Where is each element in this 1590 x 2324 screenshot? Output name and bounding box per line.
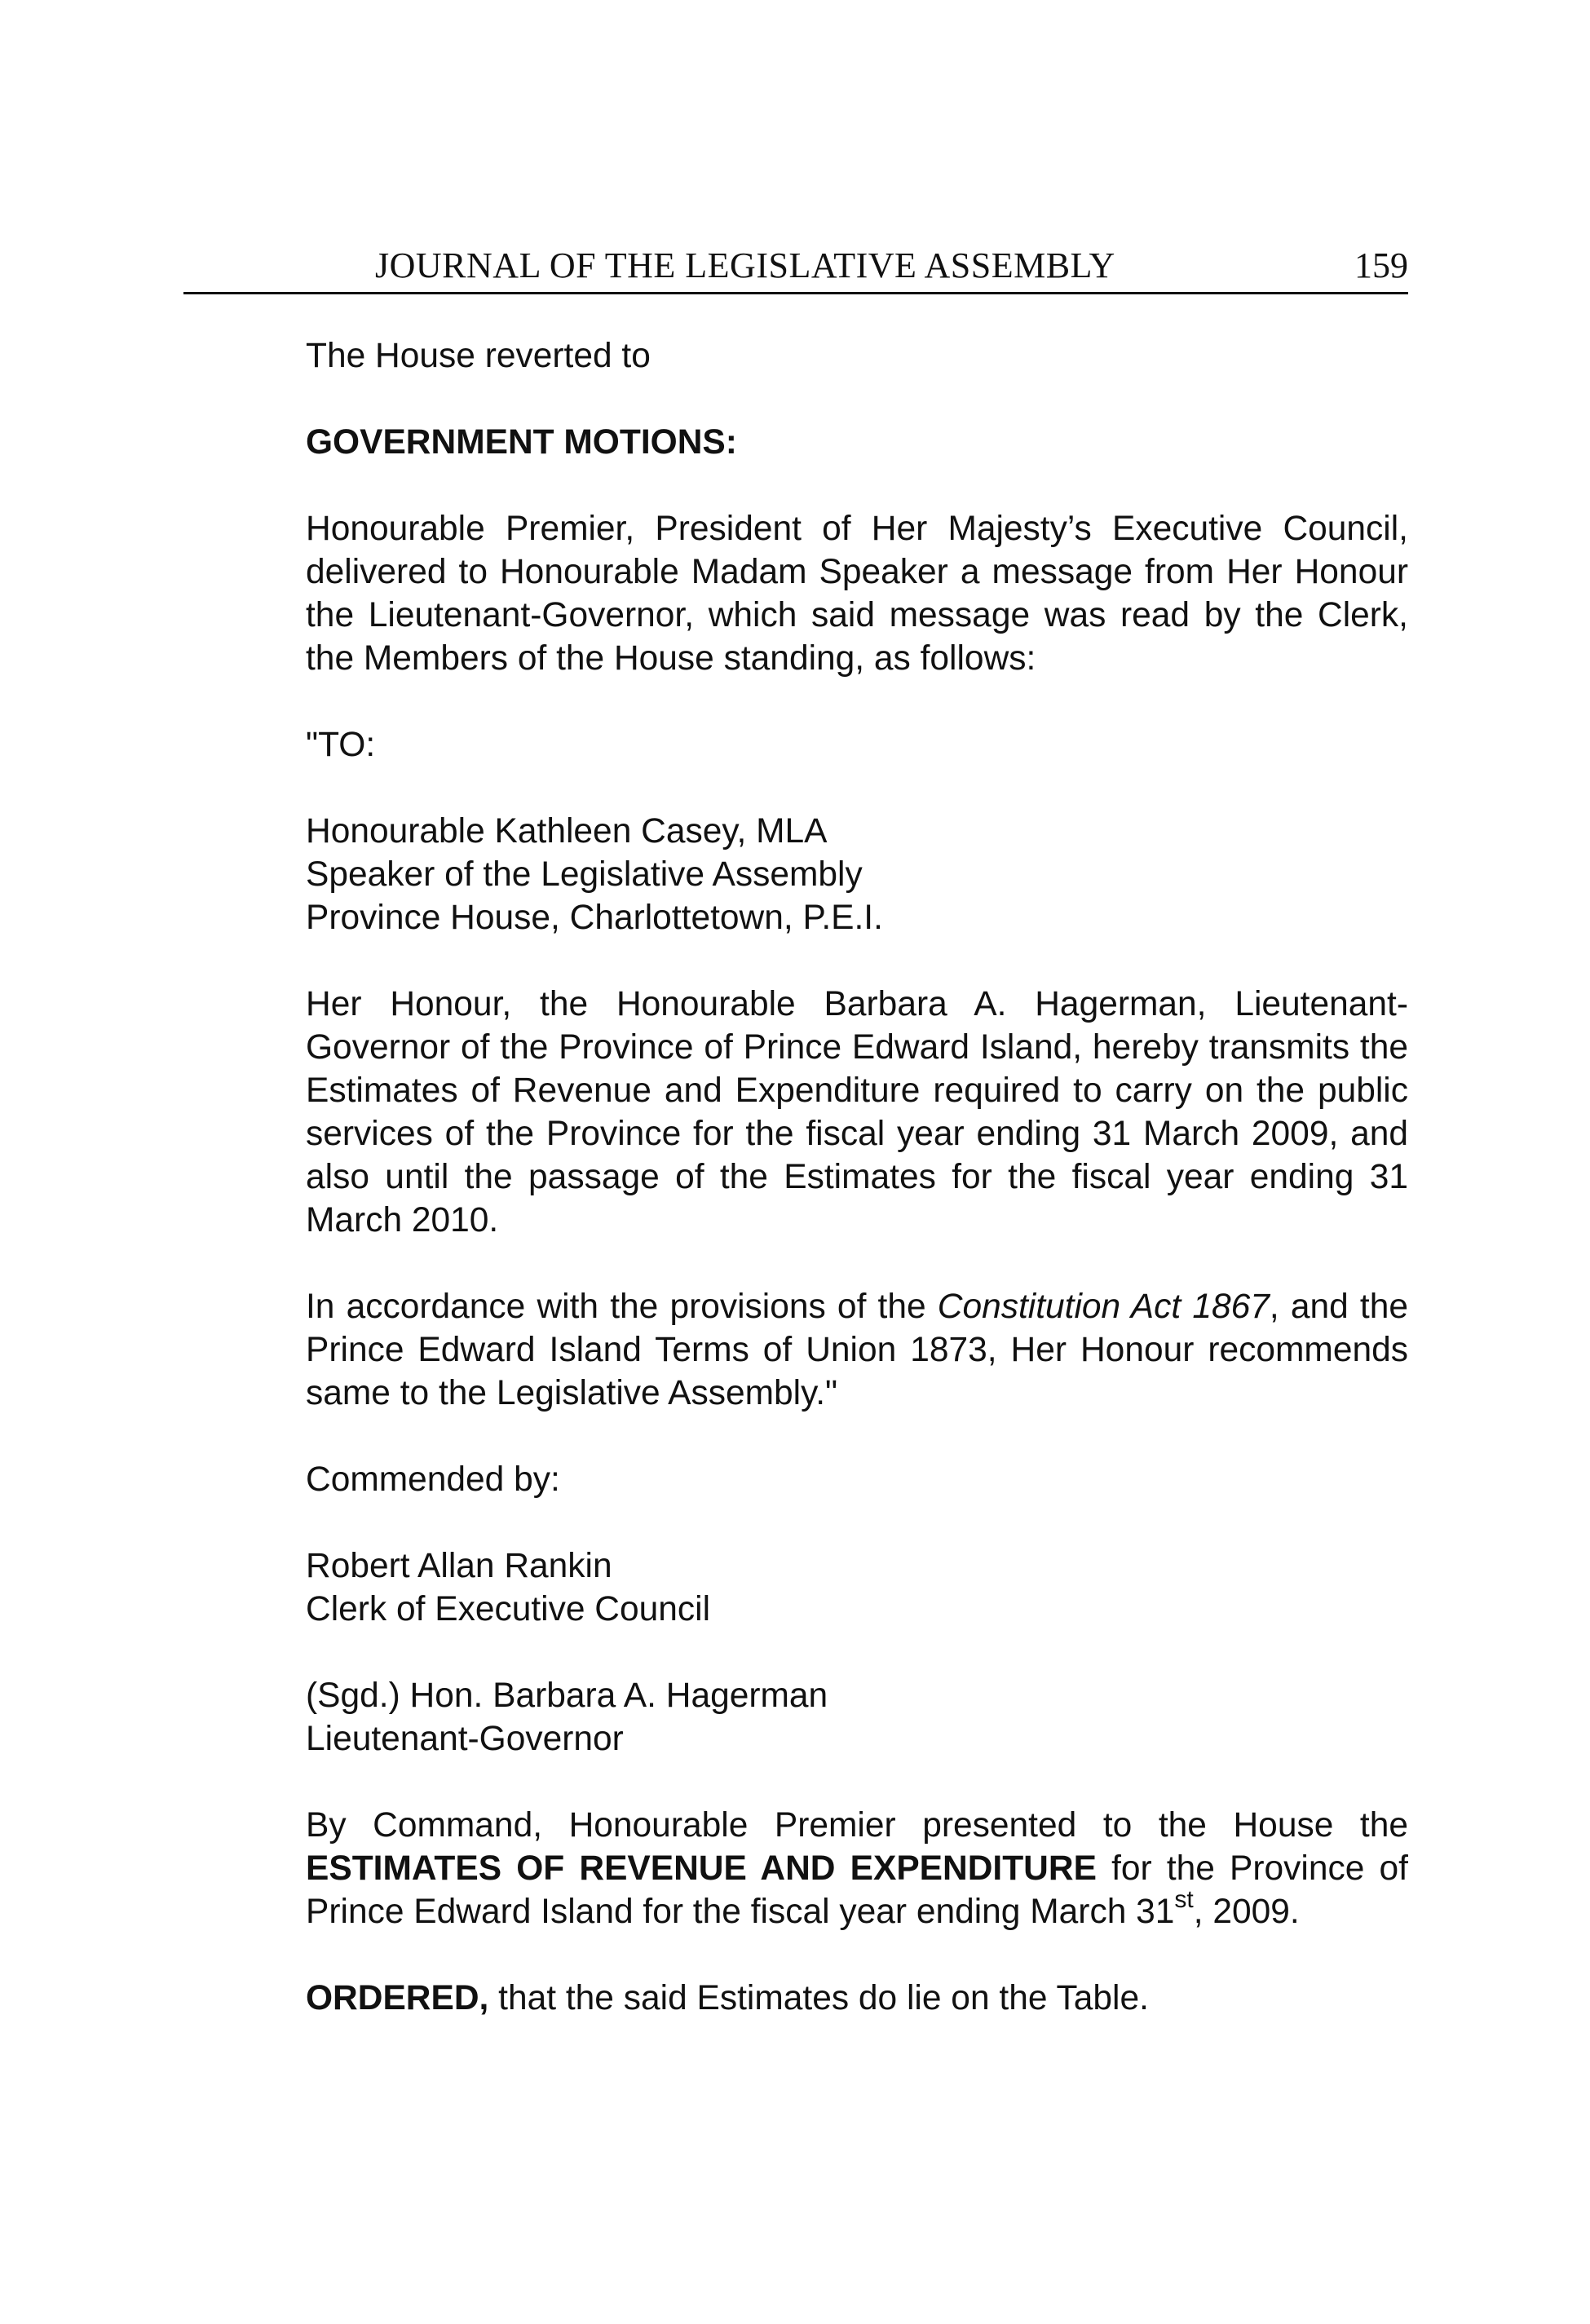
- ordered-paragraph: ORDERED, that the said Estimates do lie on the Table.: [306, 1979, 1149, 2017]
- intro-paragraph: Honourable Premier, President of Her Majesty’s Executive Council, delivered to Honourable Madam Speaker a message from Her Honour the Lieutenant-Governor, which said message was read by the Clerk, the Members of the House standing, as follows:: [306, 510, 1408, 678]
- signature-block: [306, 1674, 1408, 1761]
- signed-title: Lieutenant-Governor: [306, 1720, 624, 1758]
- ordered-label: ORDERED,: [306, 1979, 489, 2017]
- header-rule: [183, 292, 1408, 294]
- clerk-title: Clerk of Executive Council: [306, 1590, 711, 1628]
- signed-name: (Sgd.) Hon. Barbara A. Hagerman: [306, 1677, 828, 1715]
- estimates-bold: ESTIMATES OF REVENUE AND EXPENDITURE: [306, 1849, 1097, 1888]
- commended-by: Commended by:: [306, 1460, 560, 1499]
- address-line-1: Honourable Kathleen Casey, MLA: [306, 812, 828, 851]
- ordinal-superscript: st: [1174, 1885, 1194, 1913]
- section-heading: GOVERNMENT MOTIONS:: [306, 423, 737, 462]
- clerk-name: Robert Allan Rankin: [306, 1547, 612, 1585]
- page-header: [183, 245, 1408, 297]
- speaker-address: [306, 810, 1408, 939]
- journal-content: [306, 334, 1408, 2063]
- journal-title: JOURNAL OF THE LEGISLATIVE ASSEMBLY: [375, 245, 1115, 285]
- address-line-2: Speaker of the Legislative Assembly: [306, 855, 863, 894]
- message-to: "TO:: [306, 726, 376, 764]
- message-paragraph: Her Honour, the Honourable Barbara A. Hagerman, Lieutenant-Governor of the Province of Prince Edward Island, hereby transmits the Estimates of Revenue and Expenditure required to carry on the public services of the Province for the fiscal year ending 31 March 2009, and also until the passage of the Estimates for the fiscal year ending 31 March 2010.: [306, 985, 1408, 1239]
- act-title: Constitution Act 1867: [937, 1288, 1270, 1326]
- address-line-3: Province House, Charlottetown, P.E.I.: [306, 899, 883, 937]
- command-paragraph: By Command, Honourable Premier presented to the House the ESTIMATES OF REVENUE AND EXPENDITURE for the Province of Prince Edward Island for the fiscal year ending March 31st, 2009.: [306, 1806, 1408, 1931]
- accordance-paragraph: In accordance with the provisions of the Constitution Act 1867, and the Prince Edward Island Terms of Union 1873, Her Honour recommends same to the Legislative Assembly.": [306, 1288, 1408, 1412]
- reverted-line: The House reverted to: [306, 337, 651, 375]
- page-number: 159: [1354, 245, 1408, 285]
- clerk-block: [306, 1544, 1408, 1631]
